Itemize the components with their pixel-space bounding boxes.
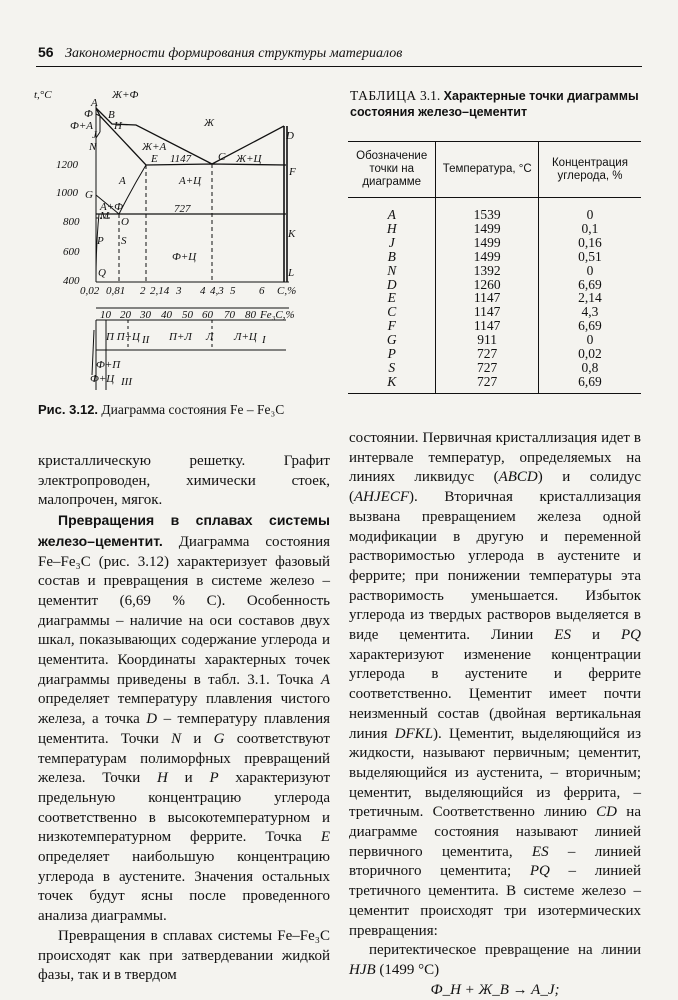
temperature-cell: 1260 bbox=[436, 278, 539, 292]
col-header: Концентрация углерода, % bbox=[538, 142, 641, 198]
svg-text:А+Ф: А+Ф bbox=[100, 201, 123, 213]
svg-text:III: III bbox=[121, 376, 132, 388]
svg-text:5: 5 bbox=[230, 285, 236, 297]
svg-text:3: 3 bbox=[176, 285, 182, 297]
point-cell: C bbox=[387, 304, 397, 320]
carbon-cell: 0,02 bbox=[538, 347, 641, 361]
svg-text:6: 6 bbox=[259, 285, 265, 297]
page-header bbox=[38, 44, 638, 62]
table-row bbox=[348, 361, 641, 375]
point-cell: E bbox=[387, 290, 396, 306]
temperature-cell: 1499 bbox=[436, 236, 539, 250]
svg-text:P: P bbox=[97, 235, 104, 247]
svg-text:0,81: 0,81 bbox=[106, 285, 126, 297]
svg-text:50: 50 bbox=[182, 309, 193, 321]
point-cell: D bbox=[386, 276, 397, 292]
header-rule bbox=[36, 66, 642, 67]
table-row bbox=[348, 250, 641, 264]
svg-text:Л: Л bbox=[206, 331, 214, 343]
peritectic-formula: Ф_H + Ж_B → A_J; bbox=[430, 981, 560, 998]
carbon-cell: 0,51 bbox=[538, 250, 641, 264]
svg-text:Ф: Ф bbox=[84, 108, 93, 120]
table-row bbox=[348, 319, 641, 333]
svg-text:B: B bbox=[108, 109, 115, 121]
es-line bbox=[119, 165, 146, 214]
svg-text:1147: 1147 bbox=[170, 153, 192, 165]
figure-caption bbox=[38, 402, 338, 418]
svg-text:4: 4 bbox=[200, 285, 206, 297]
right-text-column bbox=[349, 429, 641, 1000]
svg-text:G: G bbox=[85, 189, 93, 201]
svg-text:D: D bbox=[286, 130, 294, 142]
svg-text:Ж+А: Ж+А bbox=[142, 141, 167, 153]
svg-text:А: А bbox=[119, 175, 126, 187]
point-cell: A bbox=[387, 207, 396, 222]
paragraph: Превращения в сплавах системы Fe–Fe₃C происходят как при затвердевании жидкой фазы, так и в твердом bbox=[38, 927, 330, 984]
svg-text:10: 10 bbox=[100, 309, 111, 321]
table-caption: Характерные точки диаграммы состояния железо–цементит bbox=[350, 89, 639, 119]
table-row bbox=[348, 222, 641, 236]
svg-text:II: II bbox=[142, 334, 150, 346]
point-cell: P bbox=[387, 346, 396, 362]
table-row bbox=[348, 264, 641, 278]
table-row bbox=[348, 333, 641, 347]
svg-text:Fe₃C,%: Fe₃C,% bbox=[260, 309, 295, 321]
paragraph: кристаллическую решетку. Графит электропроводен, химически стоек, малопрочен, мягок. bbox=[38, 453, 330, 509]
svg-text:H: H bbox=[114, 120, 122, 132]
temperature-cell: 1147 bbox=[436, 305, 539, 319]
figure-text: Диаграмма состояния Fe – Fe₃C bbox=[101, 402, 285, 417]
svg-text:А+Ц: А+Ц bbox=[179, 175, 202, 187]
table-row bbox=[348, 198, 641, 222]
temperature-cell: 911 bbox=[436, 333, 539, 347]
y-tick: 400 bbox=[63, 275, 80, 287]
point-cell: N bbox=[387, 262, 397, 278]
point-cell: B bbox=[387, 248, 396, 264]
table-header-row bbox=[348, 142, 641, 198]
point-cell: S bbox=[388, 359, 396, 375]
svg-text:M: M bbox=[100, 210, 110, 222]
point-cell: J bbox=[388, 234, 395, 250]
running-title: Закономерности формирования структуры материалов bbox=[65, 46, 403, 61]
svg-text:Ф+А: Ф+А bbox=[70, 120, 93, 132]
svg-text:70: 70 bbox=[224, 309, 235, 321]
table-row bbox=[348, 305, 641, 319]
svg-text:60: 60 bbox=[202, 309, 213, 321]
structure-labels bbox=[90, 331, 267, 388]
svg-text:Ж+Ц: Ж+Ц bbox=[236, 153, 262, 165]
svg-text:40: 40 bbox=[161, 309, 172, 321]
svg-text:Ф+Ц: Ф+Ц bbox=[90, 373, 115, 385]
table-row bbox=[348, 236, 641, 250]
carbon-cell: 2,14 bbox=[538, 291, 641, 305]
left-text-column bbox=[38, 452, 330, 986]
temperature-cell: 1499 bbox=[436, 250, 539, 264]
temperature-cell: 1539 bbox=[436, 198, 539, 222]
temperature-cell: 727 bbox=[436, 347, 539, 361]
table-title bbox=[350, 88, 642, 120]
y-tick: 1000 bbox=[56, 187, 78, 199]
svg-text:2,14: 2,14 bbox=[150, 285, 170, 297]
svg-text:L: L bbox=[288, 267, 295, 279]
paragraph: Превращения в сплавах системы железо–цементит. Диаграмма состояния Fe–Fe₃C (рис. 3.12) характеризует фазовый состав и превращения в системе железо – цементит (6,69 % C). Особенность диаграммы – наличие на оси составов двух шкал, показывающих содержание углерода и цементита. Координаты характерных точек диаграммы приведены в табл. 3.1. Точка A определяет температуру плавления чистого железа, а точка D – температуру плавления цементита. Точки N и G соответствуют температурам полиморфных превращений железа. Точки H и P характеризуют предельную концентрацию углерода соответственно в высокотемпературном и низкотемпературном феррите. Точка E определяет наибольшую концентрацию углерода в аустените. Значения остальных точек будут ясны после проведенного анализа диаграммы. bbox=[38, 512, 330, 925]
bottom-axis-ticks bbox=[100, 309, 295, 321]
table-row bbox=[348, 347, 641, 361]
carbon-cell: 6,69 bbox=[538, 319, 641, 333]
svg-text:20: 20 bbox=[120, 309, 131, 321]
svg-text:Ф+Ц: Ф+Ц bbox=[172, 251, 197, 263]
temperature-cell: 1392 bbox=[436, 264, 539, 278]
svg-text:Л+Ц: Л+Ц bbox=[234, 331, 257, 343]
paragraph: перитектическое превращение на линии HJB (1499 °C) bbox=[349, 942, 641, 978]
svg-text:Q: Q bbox=[98, 267, 106, 279]
svg-text:П П+Ц: П П+Ц bbox=[106, 331, 141, 343]
svg-text:J: J bbox=[92, 129, 97, 141]
table-row bbox=[348, 291, 641, 305]
svg-text:F: F bbox=[289, 166, 296, 178]
point-cell: H bbox=[386, 220, 397, 236]
carbon-cell: 0,8 bbox=[538, 361, 641, 375]
svg-text:A: A bbox=[91, 97, 98, 109]
svg-text:E: E bbox=[151, 153, 158, 165]
svg-text:C: C bbox=[218, 151, 226, 163]
y-tick: 600 bbox=[63, 246, 80, 258]
y-tick: 800 bbox=[63, 216, 80, 228]
point-cell: G bbox=[386, 332, 397, 348]
svg-text:O: O bbox=[121, 216, 129, 228]
temperature-cell: 1499 bbox=[436, 222, 539, 236]
table-label: ТАБЛИЦА bbox=[350, 88, 417, 103]
svg-text:2: 2 bbox=[140, 285, 146, 297]
svg-text:727: 727 bbox=[174, 203, 191, 215]
paragraph: состоянии. Первичная кристаллизация идет в интервале температур, определяемых на линиях ликвидус (ABCD) и солидус (AHJECF). Вторичная кристаллизация вызвана превращением железа одной модификации в другую и переменной растворимостью углерода в аустените и феррите; при понижении температуры эта растворимость уменьшается. Избыток углерода из твердых растворов выделяется в виде цементита. Линии ES и PQ характеризуют изменение концентрации углерода в аустените и феррите соответственно. Цементит имеет почти неизменный состав (двойная вертикальная линия DFKL). Цементит, выделяющийся из жидкости, называют первичным; цементит, выделяющийся из аустенита, – вторичным; цементит, выделяющийся из феррита, – третичным. Соответственно линию CD на диаграмме состояния называют линией первичного цементита, ES – линией вторичного цементита; PQ – линией третичного цементита. В системе железо – цементит происходят три изотермических превращения: bbox=[349, 430, 642, 939]
svg-text:S: S bbox=[121, 235, 127, 247]
page-number: 56 bbox=[38, 44, 54, 60]
svg-text:30: 30 bbox=[140, 309, 151, 321]
table-number: 3.1. bbox=[420, 88, 441, 103]
figure-label: Рис. 3.12. bbox=[38, 402, 99, 417]
fe-fe3c-phase-diagram bbox=[34, 80, 334, 390]
col-header: Обозначение точки на диаграмме bbox=[348, 142, 436, 198]
point-cell: K bbox=[387, 373, 397, 389]
point-cell: F bbox=[387, 318, 396, 334]
carbon-cell: 4,3 bbox=[538, 305, 641, 319]
svg-text:0,02: 0,02 bbox=[80, 285, 100, 297]
svg-text:C,%: C,% bbox=[277, 285, 297, 297]
carbon-cell: 6,69 bbox=[538, 278, 641, 292]
table-row bbox=[348, 278, 641, 292]
carbon-cell: 0,1 bbox=[538, 222, 641, 236]
svg-text:4,3: 4,3 bbox=[210, 285, 224, 297]
top-axis-ticks bbox=[80, 285, 296, 297]
carbon-cell: 0 bbox=[538, 264, 641, 278]
y-axis-label: t,°C bbox=[34, 89, 52, 101]
table-row bbox=[348, 375, 641, 393]
svg-text:Ж: Ж bbox=[204, 117, 215, 129]
svg-text:I: I bbox=[262, 334, 266, 346]
svg-text:K: K bbox=[288, 228, 296, 240]
carbon-cell: 6,69 bbox=[538, 375, 641, 393]
svg-text:Ф+П: Ф+П bbox=[96, 359, 121, 371]
svg-text:Ж+Ф: Ж+Ф bbox=[112, 89, 139, 101]
carbon-cell: 0 bbox=[538, 198, 641, 222]
section-heading: Превращения в сплавах системы железо–цементит. bbox=[38, 512, 330, 549]
characteristic-points-table bbox=[348, 141, 641, 394]
col-header: Температура, °C bbox=[436, 142, 539, 198]
temperature-cell: 1147 bbox=[436, 291, 539, 305]
temperature-cell: 1147 bbox=[436, 319, 539, 333]
y-tick: 1200 bbox=[56, 159, 78, 171]
svg-text:П+Л: П+Л bbox=[169, 331, 192, 343]
temperature-cell: 727 bbox=[436, 375, 539, 393]
carbon-cell: 0 bbox=[538, 333, 641, 347]
svg-text:N: N bbox=[89, 141, 97, 153]
temperature-cell: 727 bbox=[436, 361, 539, 375]
svg-text:80: 80 bbox=[245, 309, 256, 321]
y-ticks bbox=[34, 89, 80, 287]
carbon-cell: 0,16 bbox=[538, 236, 641, 250]
